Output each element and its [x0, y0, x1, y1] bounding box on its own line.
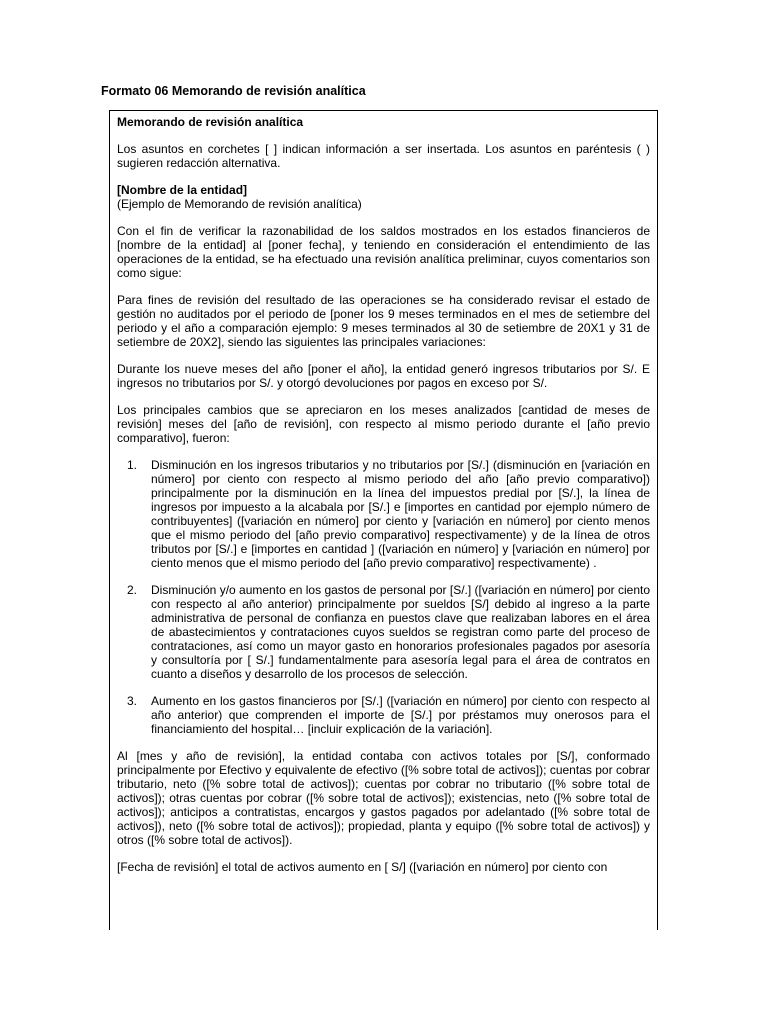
memo-paragraph-3: Durante los nueve meses del año [poner el año], la entidad generó ingresos tributarios por S/. E ingresos no tributarios por S/. y otorgó devoluciones por pagos en exceso por S/.	[117, 362, 650, 390]
memo-paragraph-1: Con el fin de verificar la razonabilidad de los saldos mostrados en los estados financieros de [nombre de la entidad] al [poner fecha], y teniendo en consideración el entendimiento de las operaciones de la entidad, se ha efectuado una revisión analítica preliminar, cuyos comentarios son como sigue:	[117, 224, 650, 280]
list-item-text: Disminución y/o aumento en los gastos de personal por [S/.] ([variación en número] por ciento con respecto al año anterior) principalmente por sueldos [S/] debido al ingreso a la parte administrativa de personal de confianza en puestos clave que realizaban labores en el área de abastecimientos y contrataciones cuyos sueldos se registran como parte del proceso de contrataciones, así como un mayor gasto en honorarios profesionales pagados por asesoría y consultoría por [ S/.] fundamentalmente para asesoría legal para el área de contratos en cuanto a diseños y desarrollo de los procesos de selección.	[151, 583, 650, 681]
list-item	[127, 694, 650, 736]
memo-paragraph-5: Al [mes y año de revisión], la entidad contaba con activos totales por [S/], conformado principalmente por Efectivo y equivalente de efectivo ([% sobre total de activos]); cuentas por cobrar tributario, neto ([% sobre total de activos]); cuentas por cobrar no tributario ([% sobre total de activos]); otras cuentas por cobrar ([% sobre total de activos]); existencias, neto ([% sobre total de activos]); anticipos a contratistas, encargos y gastos pagados por adelantado ([% sobre total de activos]), neto ([% sobre total de activos]); propiedad, planta y equipo ([% sobre total de activos]) y otros ([% sobre total de activos]).	[117, 749, 650, 847]
memo-box	[109, 110, 658, 930]
list-item	[127, 583, 650, 681]
memo-paragraph-6: [Fecha de revisión] el total de activos aumento en [ S/] ([variación en número] por ciento con	[117, 860, 608, 874]
list-item	[127, 458, 650, 570]
list-item-text: Disminución en los ingresos tributarios y no tributarios por [S/.] (disminución en [variación en número] por ciento con respecto al mismo periodo del año [año previo comparativo]) principalmente por la disminución en la línea del impuestos predial por [S/.], la línea de ingresos por impuesto a la alcabala por [S/.] e [importes en cantidad por ejemplo número de contribuyentes] ([variación en número] por ciento y [variación en número] por ciento menos que el mismo periodo del [año previo comparativo] respectivamente) y de la línea de otros tributos por [S/.] e [importes en cantidad ] ([variación en número] y [variación en número] por ciento menos que el mismo periodo del [año previo comparativo] respectivamente) .	[151, 458, 650, 570]
entity-example: (Ejemplo de Memorando de revisión analítica)	[117, 197, 362, 211]
memo-paragraph-4: Los principales cambios que se apreciaron en los meses analizados [cantidad de meses de revisión] meses del [año de revisión], con respecto al mismo periodo durante el [año previo comparativo], fueron:	[117, 403, 650, 445]
entity-block	[117, 183, 650, 211]
entity-name: [Nombre de la entidad]	[117, 183, 248, 197]
list-item-number: 2.	[127, 583, 138, 597]
memo-intro: Los asuntos en corchetes [ ] indican información a ser insertada. Los asuntos en paréntesis ( ) sugieren redacción alternativa.	[117, 142, 650, 170]
memo-heading: Memorando de revisión analítica	[117, 115, 304, 129]
memo-paragraph-2: Para fines de revisión del resultado de las operaciones se ha considerado revisar el estado de gestión no auditados por el periodo de [poner los 9 meses terminados en el mes de setiembre del periodo y el año a comparación ejemplo: 9 meses terminados al 30 de setiembre de 20X1 y 31 de setiembre de 20X2], siendo las siguientes las principales variaciones:	[117, 293, 650, 349]
document-title: Formato 06 Memorando de revisión analítica	[101, 84, 366, 98]
list-item-number: 3.	[127, 694, 138, 708]
variations-list	[117, 458, 650, 736]
list-item-number: 1.	[127, 458, 138, 472]
list-item-text: Aumento en los gastos financieros por [S/.] ([variación en número] por ciento con respecto al año anterior) que comprenden el importe de [S/.] por préstamos muy onerosos para el financiamiento del hospital… [incluir explicación de la variación].	[151, 694, 650, 736]
